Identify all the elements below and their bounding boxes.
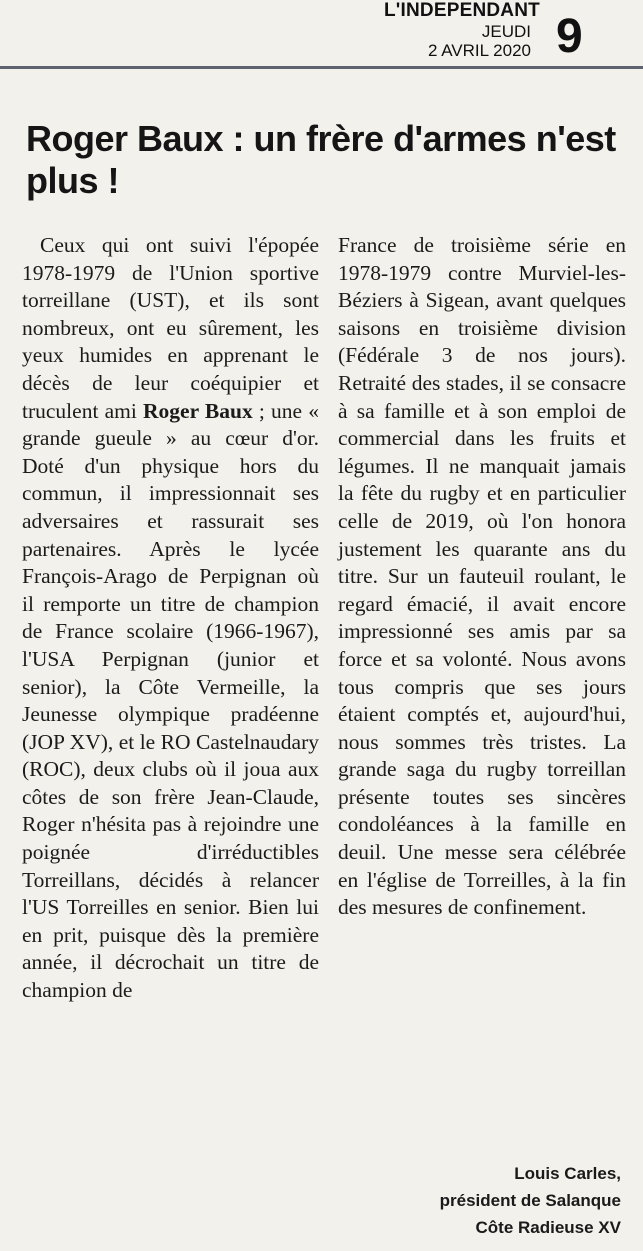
- article-column-right: [338, 232, 626, 922]
- masthead: [0, 0, 643, 66]
- signature-author: Louis Carles,: [514, 1164, 621, 1183]
- article-paragraph-right: France de troisième série en 1978-1979 contre Murviel-les-Béziers à Sigean, avant quelques saisons en troisième division (Fédérale 3 de nos jours). Retraité des stades, il se consacre à sa famille et à son emploi de commercial dans les fruits et légumes. Il ne manquait jamais la fête du rugby et en particulier celle de 2019, où l'on honora justement les quarante ans du titre. Sur un fauteuil roulant, le regard émacié, il avait encore impressionné ses amis par sa force et sa volonté. Nous avons tous compris que ses jours étaient comptés et, aujourd'hui, nous sommes très tristes. La grande saga du rugby torreillan présente toutes ses sincères condoléances à la famille en deuil. Une messe sera célébrée en l'église de Torreilles, à la fin des mesures de confinement.: [338, 233, 626, 920]
- body-text-intro: Ceux qui ont suivi l'épopée 1978-1979 de l'Union sportive torreillane (UST), et ils sont nombreux, ont eu sûrement, les yeux humides en apprenant le décès de leur coéquipier et truculent ami: [22, 233, 319, 423]
- issue-day: JEUDI: [481, 22, 531, 41]
- signature-role: président de Salanque: [439, 1191, 621, 1210]
- signature-club: Côte Radieuse XV: [475, 1218, 621, 1237]
- body-text-continued: ; une « grande gueule » au cœur d'or. Doté d'un physique hors du commun, il impressionnait ses adversaires et rassurait ses partenaires. Après le lycée François-Arago de Perpignan où il remporte un titre de champion de France scolaire (1966-1967), l'USA Perpignan (junior et senior), la Côte Vermeille, la Jeunesse olympique pradéenne (JOP XV), et le RO Castelnaudary (ROC), deux clubs où il joua aux côtes de son frère Jean-Claude, Roger n'hésita pas à rejoindre une poignée d'irréductibles Torreillans, décidés à relancer l'US Torreilles en senior. Bien lui en prit, puisque dès la première année, il décrochait un titre de champion de: [22, 398, 319, 1003]
- issue-date: 2 AVRIL 2020: [427, 41, 531, 60]
- page-number: 9: [556, 10, 583, 63]
- masthead-rule: [0, 66, 643, 69]
- person-name: Roger Baux: [143, 398, 253, 423]
- article-column-left: [22, 232, 319, 1005]
- article-signature: [440, 1160, 621, 1241]
- article-paragraph-left: [22, 232, 319, 1005]
- article-headline: Roger Baux : un frère d'armes n'est plus !: [26, 118, 616, 201]
- newspaper-name: L'INDEPENDANT: [384, 0, 540, 21]
